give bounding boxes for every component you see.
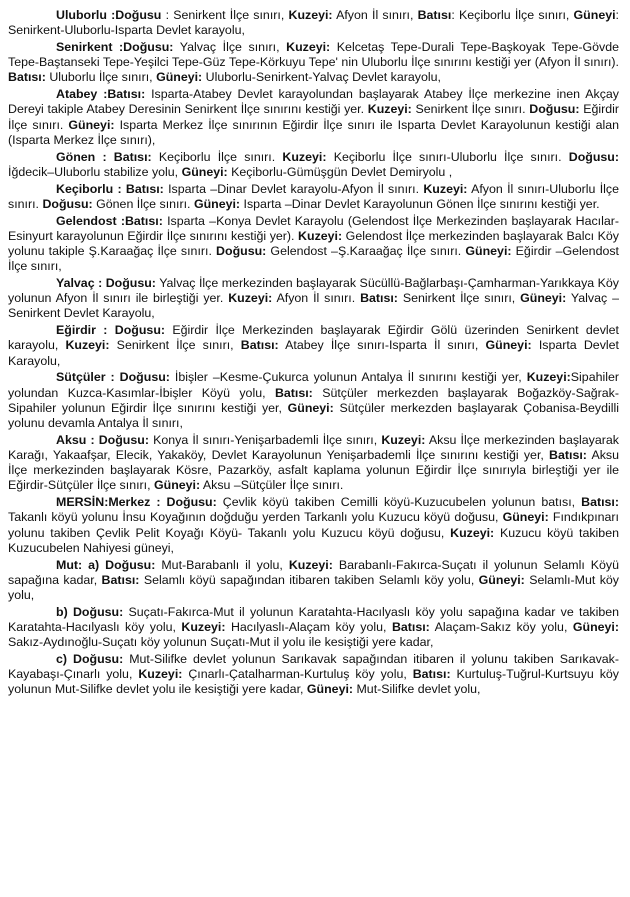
boundary-text: Eğirdir İlçe Merkezinden başlayarak Eğirdir Gölü üzerinden Senirkent devlet karayolu, (8, 323, 619, 353)
boundary-text: Afyon İl sınırı. (272, 291, 361, 306)
boundary-text: : Senirkent-Uluborlu-Isparta Devlet karayolu, (8, 8, 619, 38)
boundary-text: Gelendost İlçe merkezinden başlayarak Balcı Köy yolunu takiple Ş.Karaağaç İlçe sınırı. (8, 228, 619, 259)
boundary-text: Mut-Silifke devlet yolunun Sarıkavak sapağından itibaren il yolunu takiben Sarıkavak-Kayabaşı-Çınarlı yolu, (8, 652, 619, 682)
boundary-paragraph (8, 150, 619, 180)
boundary-heading: Kuzeyi: (367, 102, 412, 117)
boundary-text: Kurtuluş-Tuğrul-Kurtsuyu köy yolunun Mut-Silifke devlet yolu ile kesiştiği yere kadar, (8, 667, 619, 697)
boundary-heading: Keçiborlu : Batısı: (56, 181, 164, 196)
boundary-heading: Atabey :Batısı: (56, 87, 146, 102)
boundary-text: Isparta –Dinar Devlet karayolu-Afyon İl sınırı. (163, 181, 424, 196)
boundary-text: Senirkent İlçe sınırı, (109, 338, 241, 353)
boundary-heading: Kuzeyi: (288, 557, 333, 572)
boundary-text: Sütçüler merkezden başlayarak Boğazköy-Sağrak-Sipahiler yolunun Eğirdir İlçe sınırını kestiği yer, (8, 385, 619, 415)
boundary-heading: Kuzeyi: (138, 667, 183, 682)
boundary-text: Gönen İlçe sınırı. (92, 196, 194, 211)
boundary-heading: Batısı: (391, 620, 430, 635)
boundary-heading: Güneyi: (153, 478, 201, 493)
boundary-heading: Güneyi: (572, 620, 619, 635)
boundary-heading: Senirkent :Doğusu: (56, 40, 174, 54)
boundary-heading: Batısı: (581, 495, 619, 510)
boundary-paragraph (8, 323, 619, 369)
boundary-heading: Güneyi: (478, 572, 525, 587)
boundary-heading: Eğirdir : Doğusu: (56, 323, 166, 338)
boundary-text: Sipahiler yolundan Kuzca-Kasımlar-İbişler Köyü yolu, (8, 370, 619, 400)
boundary-heading: Güneyi: (502, 510, 549, 525)
boundary-text: Aksu –Sütçüler İlçe sınırı. (200, 478, 344, 493)
boundary-paragraph (8, 433, 619, 494)
boundary-heading: Batısı: (360, 291, 398, 306)
boundary-paragraph (8, 370, 619, 431)
boundary-heading: Gelendost :Batısı: (56, 213, 163, 228)
boundary-text: : Keçiborlu İlçe sınırı, (451, 8, 574, 22)
boundary-text: Selamlı köyü sapağından itibaren takiben Selamlı köy yolu, (139, 572, 479, 587)
boundary-heading: Batısı: (101, 572, 140, 587)
boundary-heading: Kuzeyi: (286, 40, 331, 54)
boundary-text: Keçiborlu İlçe sınırı-Uluborlu İlçe sınırı. (326, 149, 569, 164)
boundary-heading: Kuzeyi: (526, 370, 571, 385)
boundary-paragraph (8, 652, 619, 698)
boundary-heading: Kuzeyi: (381, 432, 426, 447)
boundary-text: Isparta –Dinar Devlet Karayolunun Gönen İlçe sınırını kestiği yer. (240, 196, 600, 211)
boundary-heading: Güneyi: (465, 244, 512, 259)
boundary-text: Çınarlı-Çatalharman-Kurtuluş köy yolu, (182, 667, 413, 682)
boundary-text: İbişler –Kesme-Çukurca yolunun Antalya İl sınırını kestiği yer, (169, 370, 527, 385)
boundary-paragraph (8, 605, 619, 651)
boundary-text: Fındıkpınarı yolunu takiben Çevlik Pelit Koyağı Köyü- Takanlı yolu Kuzucu köyü doğusu, (8, 510, 619, 540)
boundary-text: Atabey İlçe sınırı-Isparta İl sınırı, (278, 338, 486, 353)
boundary-heading: Gönen : Batısı: (56, 149, 152, 164)
boundary-text: Yalvaç İlçe merkezinden başlayarak Sücüllü-Bağlarbaşı-Çamharman-Yarıkkaya Köy yolunun Afyon İl sınırı ile birleştiği yer. (8, 276, 619, 306)
boundary-heading: Aksu : Doğusu: (56, 432, 149, 447)
boundary-text: Selamlı-Mut köy yolu, (8, 572, 619, 603)
boundary-heading: Batısı (417, 8, 452, 22)
boundary-heading: Güneyi: (485, 338, 532, 353)
boundary-text: Alaçam-Sakız köy yolu, (429, 620, 573, 635)
boundary-text: Mut-Silifke devlet yolu, (353, 682, 481, 697)
boundary-heading: Güneyi (573, 8, 616, 22)
boundary-heading: b) Doğusu: (56, 604, 124, 619)
boundary-text: Afyon İl sınırı-Uluborlu İlçe sınırı. (8, 181, 620, 211)
boundary-text: Takanlı köyü yolunu İnsu Koyağının doğduğu yerden Tarkanlı yolu Kuzucu köyü doğusu, (8, 510, 503, 525)
boundary-heading: Kuzeyi: (282, 149, 327, 164)
boundary-heading: Doğusu: (529, 102, 580, 117)
boundary-text: Uluborlu İlçe sınırı, (45, 70, 157, 85)
boundary-heading: Batısı: (240, 338, 279, 353)
boundary-heading: Uluborlu :Doğusu (56, 8, 162, 22)
boundary-paragraph (8, 40, 619, 86)
boundary-text: Barabanlı-Fakırca-Suçatı il yolunun Selamlı Köyü sapağına kadar, (8, 557, 619, 587)
boundary-paragraph (8, 8, 619, 38)
boundary-heading: Kuzeyi: (423, 181, 468, 196)
boundary-heading: Mut: a) Doğusu: (56, 557, 156, 572)
boundary-text: Keçiborlu-Gümüşgün Devlet Demiryolu , (227, 164, 453, 179)
boundary-text: Isparta –Konya Devlet Karayolu (Gelendost İlçe Merkezinden başlayarak Hacılar-Esinyurt karayolunun Eğirdir İlçe sınırını kestiği yer). (8, 213, 619, 243)
boundary-paragraph (8, 87, 619, 148)
boundary-heading: Batısı: (412, 667, 451, 682)
boundary-text: Sakız-Aydınoğlu-Suçatı köy yolunun Suçatı-Mut il yolu ile kesiştiği yere kadar, (8, 635, 434, 650)
boundary-text: Eğirdir İlçe sınırı. (8, 102, 620, 132)
boundary-paragraph (8, 558, 619, 604)
boundary-heading: Kuzeyi: (288, 8, 333, 22)
boundary-heading: Kuzeyi: (450, 525, 495, 540)
boundary-text: Sütçüler merkezden başlayarak Çobanisa-Beydilli yolunu devamla Antalya İl sınırı, (8, 400, 619, 431)
boundary-heading: Güneyi: (68, 117, 115, 132)
boundary-heading: Güneyi: (156, 70, 203, 85)
boundary-text: İğdecik–Uluborlu stabilize yolu, (8, 164, 182, 179)
boundary-paragraph (8, 276, 619, 322)
boundary-heading: Batısı: (8, 70, 46, 85)
boundary-text: Konya İl sınırı-Yenişarbademli İlçe sınırı, (148, 432, 382, 447)
boundary-text: Keçiborlu İlçe sınırı. (151, 149, 283, 164)
boundary-text: Uluborlu-Senirkent-Yalvaç Devlet karayolu, (202, 70, 441, 85)
boundary-heading: c) Doğusu: (56, 652, 124, 667)
boundary-heading: Sütçüler : Doğusu: (56, 370, 170, 385)
boundary-heading: Batısı: (549, 448, 587, 463)
boundary-text: Eğirdir –Gelendost İlçe sınırı, (8, 244, 619, 274)
boundary-text: Afyon İl sınırı, (332, 8, 418, 22)
boundary-heading: Güneyi: (287, 400, 334, 415)
boundary-text: Isparta Devlet Karayolu, (8, 338, 619, 368)
boundary-text: : Senirkent İlçe sınırı, (161, 8, 289, 22)
boundary-heading: Doğusu: (216, 244, 267, 259)
boundary-text: Mut-Barabanlı il yolu, (155, 557, 289, 572)
boundary-heading: Kuzeyi: (298, 228, 343, 243)
boundary-paragraph (8, 495, 619, 556)
boundary-heading: Batısı: (274, 385, 313, 400)
boundary-heading: Kuzeyi: (65, 338, 110, 353)
boundary-text: Kelcetaş Tepe-Durali Tepe-Başkoyak Tepe-Gövde Tepe-Baştanseki Tepe-Yeşilci Tepe-Güz Tepe-Körkuyu Tepe' nin Uluborlu İlçe sınırını kestiği yer (Afyon İl sınırı). (8, 40, 619, 70)
boundary-text: Aksu İlçe merkezinden başlayarak Kösre, Pazarköy, asfalt kaplama yolunun Eğirdir İlçe sınırıyla birleştiği yer ile Eğirdir-Sütçüler İlçe sınırı, (8, 448, 619, 493)
boundary-heading: Güneyi: (306, 682, 354, 697)
boundary-heading: MERSİN:Merkez : Doğusu: (56, 495, 217, 510)
boundary-text: Yalvaç İlçe sınırı, (173, 40, 287, 54)
boundary-text: Suçatı-Fakırca-Mut il yolunun Karatahta-Hacılyaslı köy yolu sapağına kadar ve takiben Karatahta-Hacılyaslı köy yolu, (8, 604, 619, 635)
boundary-text: Senirkent İlçe sınırı. (411, 102, 530, 117)
boundary-text: Senirkent İlçe sınırı, (397, 291, 521, 306)
boundary-heading: Doğusu: (568, 149, 619, 164)
boundary-text: Yalvaç –Senirkent Devlet Karayolu, (8, 291, 619, 321)
boundary-heading: Yalvaç : Doğusu: (56, 276, 156, 291)
boundary-heading: Güneyi: (520, 291, 567, 306)
boundary-paragraph (8, 182, 619, 212)
boundary-text: Çevlik köyü takiben Cemilli köyü-Kuzucubelen yolunun batısı, (216, 495, 582, 510)
boundary-heading: Güneyi: (193, 196, 241, 211)
boundary-paragraph (8, 214, 619, 275)
boundary-text: Gelendost –Ş.Karaağaç İlçe sınırı. (266, 244, 466, 259)
boundary-heading: Kuzeyi: (181, 620, 226, 635)
boundary-text: Kuzucu köyü takiben Kuzucubelen Nahiyesi güneyi, (8, 525, 619, 555)
boundary-text: Hacılyaslı-Alaçam köy yolu, (225, 620, 392, 635)
boundary-heading: Kuzeyi: (228, 291, 273, 306)
boundary-text: Aksu İlçe merkezinden başlayarak Karağı, Yakaafşar, Elecik, Yakaköy, Devlet Karayolunun Yenişarbademli İlçe sınırını kestiği yer, (8, 432, 619, 463)
boundary-text: Isparta Merkez İlçe sınırının Eğirdir İlçe sınırı ile Isparta Devlet Karayolunun kestiği alan (Isparta Merkez İlçe sınırı), (8, 117, 619, 147)
boundary-heading: Doğusu: (42, 196, 93, 211)
boundary-heading: Güneyi: (181, 164, 228, 179)
boundary-text: Isparta-Atabey Devlet karayolundan başlayarak Atabey İlçe merkezine inen Akçay Dereyi takiple Atabey Deresinin Senirkent İlçe sınırını kestiği yer. (8, 87, 619, 117)
